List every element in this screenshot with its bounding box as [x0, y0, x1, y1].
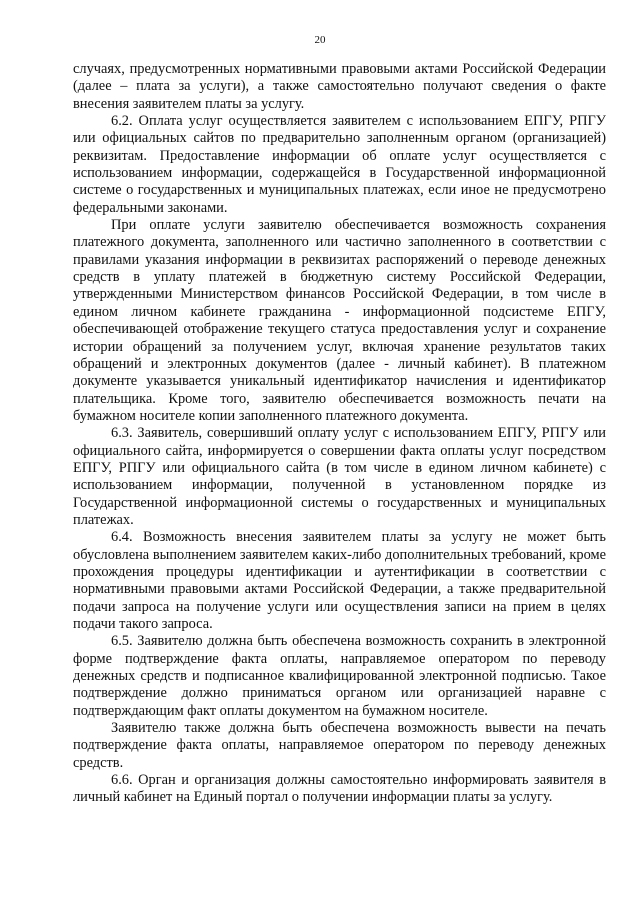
paragraph-6-6: 6.6. Орган и организация должны самостоятельно информировать заявителя в личный кабинет на Единый портал о получении информации платы за услугу. [73, 772, 606, 806]
paragraph-6-4: 6.4. Возможность внесения заявителем платы за услугу не может быть обусловлена выполнением заявителем каких-либо дополнительных требований, кроме прохождения процедуры идентификации и аутентификации в соответствии с нормативными правовыми актами Российской Федерации, а также предварительной подачи запроса на получение услуги или осуществления записи на прием в целях подачи такого запроса. [73, 529, 606, 632]
paragraph-continuation: случаях, предусмотренных нормативными правовыми актами Российской Федерации (далее – плата за услуги), а также самостоятельно получают сведения о факте внесения заявителем платы за услугу. [73, 61, 606, 112]
paragraph-6-5: 6.5. Заявителю должна быть обеспечена возможность сохранить в электронной форме подтверждение факта оплаты, направляемое оператором по переводу денежных средств и подписанное квалифицированной электронной подписью. Такое подтверждение должно приниматься органом или организацией наравне с подтверждающим факт оплаты документом на бумажном носителе. [73, 633, 606, 719]
document-body [73, 61, 606, 807]
paragraph-6-3: 6.3. Заявитель, совершивший оплату услуг с использованием ЕПГУ, РПГУ или официального сайта, информируется о совершении факта оплаты услуг посредством ЕПГУ, РПГУ или официального сайта (в том числе в едином личном кабинете) с использованием информации, полученной в установленном порядке из Государственной информационной системы о государственных и муниципальных платежах. [73, 425, 606, 528]
paragraph-6-5-print: Заявителю также должна быть обеспечена возможность вывести на печать подтверждение факта оплаты, направляемое оператором по переводу денежных средств. [73, 720, 606, 771]
page-number: 20 [314, 34, 326, 46]
paragraph-6-2: 6.2. Оплата услуг осуществляется заявителем с использованием ЕПГУ, РПГУ или официальных сайтов по предварительно заполненным органом (организацией) реквизитам. Предоставление информации об оплате услуг осуществляется с использованием информации, содержащейся в Государственной информационной системе о государственных и муниципальных платежах, если иное не предусмотрено федеральными законами. [73, 113, 606, 216]
paragraph-6-2-payment-document: При оплате услуги заявителю обеспечивается возможность сохранения платежного документа, заполненного или частично заполненного в соответствии с правилами указания информации в реквизитах распоряжений о переводе денежных средств в уплату платежей в бюджетную систему Российской Федерации, утвержденными Министерством финансов Российской Федерации, в том числе в едином личном кабинете гражданина - информационной подсистеме ЕПГУ, обеспечивающей отображение текущего статуса предоставления услуг и сохранение истории обращений за получением услуг, включая хранение результатов таких обращений и электронных документов (далее - личный кабинет). В платежном документе указывается уникальный идентификатор начисления и идентификатор плательщика. Кроме того, заявителю обеспечивается возможность печати на бумажном носителе копии заполненного платежного документа. [73, 217, 606, 424]
